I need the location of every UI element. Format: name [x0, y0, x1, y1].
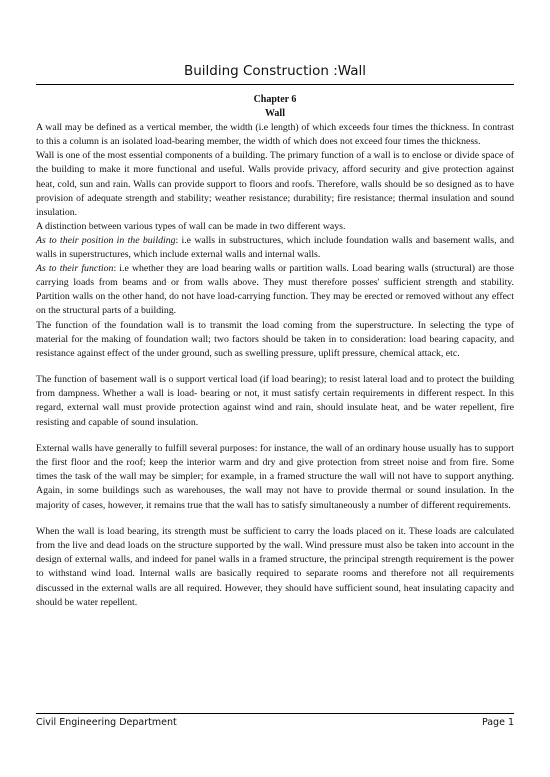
text-by-position: : i.e walls in substructures, which include foundation walls and basement walls, and walls in superstructures, which include external walls and internal walls.: [36, 234, 515, 261]
paragraph-functions: Wall is one of the most essential components of a building. The primary function of a wall is to enclose or divide space of the building to make it more functional and useful. Walls provide privacy, afford security and give protection against heat, cold, sun and rain. Walls can provide support to floors and roofs. Therefore, walls should be so designed as to have provision of adequate strength and stability; weather resistance; durability; fire resistance; thermal insulation and sound insulation.: [36, 150, 514, 218]
paragraph-foundation-wall: The function of the foundation wall is to transmit the load coming from the superstructure. In selecting the type of material for the making of foundation wall; two factors should be taken in to consideration: load bearing capacity, and resistance against effect of the under ground, such as swelling pressure, uplift pressure, chemical attack, etc.: [36, 319, 514, 359]
footer-page-number: Page 1: [481, 717, 514, 728]
label-by-function: As to their function: [36, 263, 114, 275]
footer-divider: [36, 713, 514, 714]
document-body: [36, 93, 514, 610]
paragraph-basement-wall: The function of basement wall is o support vertical load (if load bearing); to resist lateral load and to protect the building from dampness. Whether a wall is load- bearing or not, it must satisfy certain requirements in different respect. In this regard, external wall must provide protection against wind and rain, should insulate heat, and be water repellent, fire resisting and capable of sound insulation.: [36, 374, 514, 428]
header-divider: [36, 84, 514, 85]
paragraph-definition: A wall may be defined as a vertical member, the width (i.e length) of which exceeds four times the thickness. In contrast to this a column is an isolated load-bearing member, the width of which does not exceed four times the thickness.: [36, 122, 514, 148]
paragraph-load-bearing: When the wall is load bearing, its strength must be sufficient to carry the loads placed on it. These loads are calculated from the live and dead loads on the structure supported by the wall. Wind pressure must also be taken into account in the design of external walls, and indeed for panel walls in a framed structure, the principal strength requirement is the power to withstand wind load. Internal walls are basically required to separate rooms and therefore not all requirements discussed in the external walls are all required. However, they should have sufficient sound, heat insulating capacity and should be water repellent.: [36, 526, 514, 608]
running-header: Building Construction :Wall: [183, 63, 367, 79]
paragraph-by-position: [36, 234, 514, 262]
paragraph-external-walls: External walls have generally to fulfill several purposes: for instance, the wall of an ordinary house usually has to support the first floor and the roof; keep the interior warm and dry and give protection from street noise and from fire. Some times the task of the wall may be simpler; for example, in a framed structure the wall will not have to support anything. Again, in some buildings such as warehouses, the wall may not have to provide thermal or sound insulation. In the majority of cases, however, it remains true that the wall has to satisfy simultaneously a number of different requirements.: [36, 443, 514, 511]
text-by-function: : i.e whether they are load bearing walls or partition walls. Load bearing walls (structural) are those carrying loads from beams and or from walls above. They must therefore posses' sufficient strength and stability. Partition walls on the other hand, do not have load-carrying function. They may be erected or removed without any effect on the structural parts of a building.: [36, 263, 514, 317]
chapter-heading: Chapter 6: [253, 94, 297, 105]
paragraph-distinction: A distinction between various types of wall can be made in two different ways.: [36, 220, 346, 232]
label-by-position: As to their position in the building: [36, 234, 176, 246]
paragraph-by-function: [36, 262, 514, 318]
footer-department: Civil Engineering Department: [36, 717, 177, 728]
section-heading: Wall: [264, 108, 285, 120]
running-footer: [36, 716, 514, 729]
